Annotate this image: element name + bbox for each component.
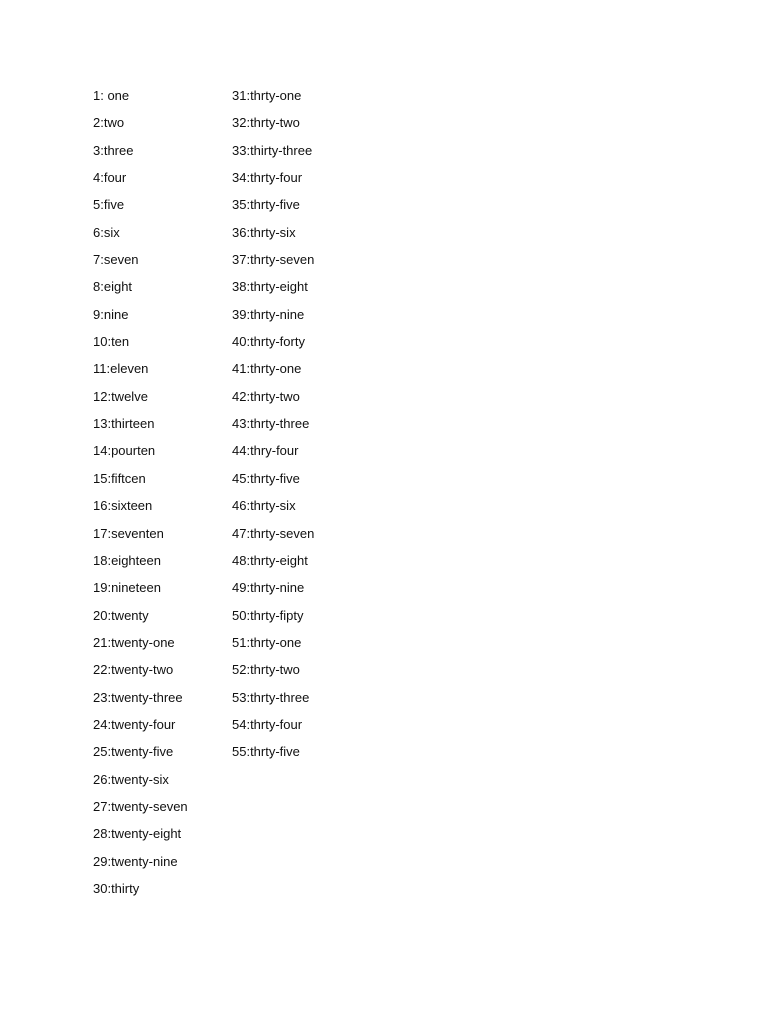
- list-item: 4:four: [93, 170, 127, 186]
- list-item: 51:thrty-one: [232, 634, 302, 650]
- list-item: 36:thrty-six: [232, 224, 296, 240]
- number-list-column-left: [93, 86, 188, 906]
- list-item: 10:ten: [93, 334, 130, 350]
- list-item: 30:thirty: [93, 880, 140, 896]
- list-item: 14:pourten: [93, 443, 156, 459]
- list-item: 26:twenty-six: [93, 771, 169, 787]
- list-item: 16:sixteen: [93, 498, 153, 514]
- list-item: 27:twenty-seven: [93, 798, 188, 814]
- list-item: 39:thrty-nine: [232, 306, 305, 322]
- list-item: 45:thrty-five: [232, 470, 300, 486]
- list-item: 12:twelve: [93, 388, 148, 404]
- list-item: 21:twenty-one: [93, 634, 175, 650]
- list-item: 40:thrty-forty: [232, 334, 305, 350]
- list-item: 32:thrty-two: [232, 115, 300, 131]
- list-item: 46:thrty-six: [232, 498, 296, 514]
- list-item: 37:thrty-seven: [232, 252, 315, 268]
- list-item: 3:three: [93, 142, 134, 158]
- number-list-column-right: [232, 86, 314, 770]
- list-item: 38:thrty-eight: [232, 279, 308, 295]
- list-item: 48:thrty-eight: [232, 552, 308, 568]
- list-item: 9:nine: [93, 306, 129, 322]
- list-item: 8:eight: [93, 279, 133, 295]
- list-item: 43:thrty-three: [232, 416, 310, 432]
- list-item: 33:thirty-three: [232, 142, 313, 158]
- list-item: 15:fiftcen: [93, 470, 146, 486]
- list-item: 25:twenty-five: [93, 744, 174, 760]
- list-item: 13:thirteen: [93, 416, 155, 432]
- list-item: 31:thrty-one: [232, 88, 302, 103]
- list-item: 55:thrty-five: [232, 744, 300, 760]
- list-item: 17:seventen: [93, 525, 164, 541]
- list-item: 20:twenty: [93, 607, 149, 623]
- list-item: 6:six: [93, 224, 120, 240]
- list-item: 7:seven: [93, 252, 139, 268]
- list-item: 52:thrty-two: [232, 662, 300, 678]
- list-item: 11:eleven: [93, 361, 149, 377]
- list-item: 19:nineteen: [93, 580, 161, 596]
- list-item: 49:thrty-nine: [232, 580, 305, 596]
- list-item: 35:thrty-five: [232, 197, 300, 213]
- list-item: 29:twenty-nine: [93, 853, 178, 869]
- list-item: 1: one: [93, 88, 130, 103]
- list-item: 18:eighteen: [93, 552, 161, 568]
- list-item: 50:thrty-fipty: [232, 607, 304, 623]
- list-item: 44:thry-four: [232, 443, 299, 459]
- list-item: 34:thrty-four: [232, 170, 303, 186]
- list-item: 2:two: [93, 115, 125, 131]
- list-item: 41:thrty-one: [232, 361, 302, 377]
- list-item: 54:thrty-four: [232, 716, 303, 732]
- list-item: 22:twenty-two: [93, 662, 174, 678]
- list-item: 5:five: [93, 197, 125, 213]
- list-item: 42:thrty-two: [232, 388, 300, 404]
- list-item: 24:twenty-four: [93, 716, 176, 732]
- list-item: 28:twenty-eight: [93, 826, 182, 842]
- list-item: 47:thrty-seven: [232, 525, 315, 541]
- list-item: 53:thrty-three: [232, 689, 310, 705]
- list-item: 23:twenty-three: [93, 689, 183, 705]
